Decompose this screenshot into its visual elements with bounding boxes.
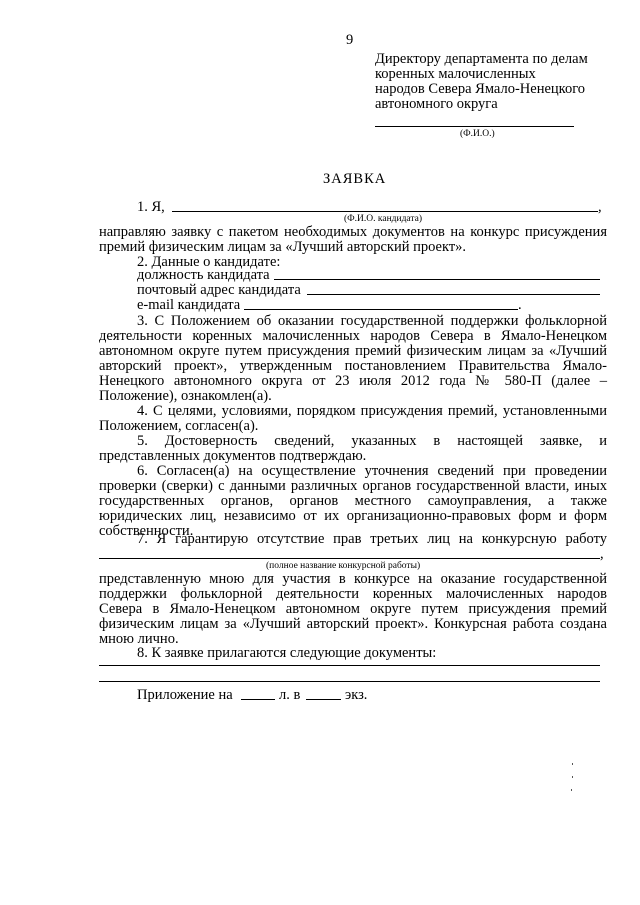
addressee-line-1: Директору департамента по делам	[375, 51, 588, 67]
p7-comma: ,	[600, 546, 604, 562]
p5-line-2: представленных документов подтверждаю.	[99, 448, 367, 464]
page-number: 9	[346, 32, 354, 48]
p7-line-4: Севера в Ямало-Ненецком автономном округе путем присуждения премий	[99, 601, 607, 617]
email-field[interactable]	[244, 309, 518, 310]
addressee-line-2: коренных малочисленных	[375, 66, 536, 82]
p1-lead: 1. Я,	[137, 199, 165, 215]
p8-text: 8. К заявке прилагаются следующие документы:	[137, 645, 437, 661]
document-title: ЗАЯВКА	[323, 171, 387, 187]
scan-speck	[571, 789, 572, 791]
position-field[interactable]	[274, 279, 600, 280]
p3-line-5: Ненецкого автономного округа от 23 июля 2012 года № 580-П (далее –	[99, 373, 607, 389]
p7-line-6: мною лично.	[99, 631, 179, 647]
p4-line-1: 4. С целями, условиями, порядком присуждения премий, установленными	[137, 403, 607, 419]
position-label: должность кандидата	[137, 267, 270, 283]
p7-line-5: физическим лицам за «Лучший авторский проект». Конкурсная работа создана	[99, 616, 607, 632]
attachment-sheets: л. в	[279, 687, 301, 703]
addressee-line-4: автономного округа	[375, 96, 498, 112]
p3-line-4: авторский проект», утвержденным постановлением Правительства Ямало-	[99, 358, 607, 374]
addressee-fio-line	[375, 126, 574, 127]
p6-line-2: проверки (сверки) с данными различных органов государственной власти, иных	[99, 478, 607, 494]
attachment-prefix: Приложение на	[137, 687, 233, 703]
p5-line-1: 5. Достоверность сведений, указанных в настоящей заявке, и	[137, 433, 607, 449]
p3-line-6: Положение), ознакомлен(а).	[99, 388, 272, 404]
postal-field[interactable]	[307, 294, 600, 295]
p3-line-2: деятельности коренных малочисленных народов Севера в Ямало-Ненецком	[99, 328, 607, 344]
p3-line-1: 3. С Положением об оказании государственной поддержки фольклорной	[137, 313, 607, 329]
p6-line-5: собственности.	[99, 523, 194, 539]
copies-count-field[interactable]	[306, 699, 341, 700]
p2-heading: 2. Данные о кандидате:	[137, 254, 281, 270]
p6-line-1: 6. Согласен(а) на осуществление уточнения сведений при проведении	[137, 463, 607, 479]
p1-line-1: направляю заявку с пакетом необходимых документов на конкурс присуждения	[99, 224, 607, 240]
documents-field-1[interactable]	[99, 665, 600, 666]
p7-line-1: 7. Я гарантирую отсутствие прав третьих лиц на конкурсную работу	[137, 531, 607, 547]
p6-line-3: государственных органов, органов местного самоуправления, а также	[99, 493, 607, 509]
scan-speck	[572, 776, 573, 778]
candidate-name-caption: (Ф.И.О. кандидата)	[344, 214, 423, 224]
p3-line-3: автономном округе путем присуждения премий физическим лицам за «Лучший	[99, 343, 607, 359]
candidate-name-field[interactable]	[172, 211, 598, 212]
work-title-field[interactable]	[99, 558, 600, 559]
documents-field-2[interactable]	[99, 681, 600, 682]
work-title-caption: (полное название конкурсной работы)	[266, 561, 421, 571]
addressee-fio-caption: (Ф.И.О.)	[460, 129, 495, 139]
p7-line-2: представленную мною для участия в конкурсе на оказание государственной	[99, 571, 607, 587]
p1-comma: ,	[598, 199, 602, 215]
p6-line-4: юридических лиц, независимо от их организационно-правовых форм и форм	[99, 508, 607, 524]
scan-speck	[572, 763, 573, 765]
addressee-line-3: народов Севера Ямало-Ненецкого	[375, 81, 586, 97]
p4-line-2: Положением, согласен(а).	[99, 418, 259, 434]
email-end: .	[518, 297, 522, 313]
sheets-count-field[interactable]	[241, 699, 275, 700]
p1-line-2: премий физическим лицам за «Лучший авторский проект».	[99, 239, 467, 255]
email-label: e-mail кандидата	[137, 297, 241, 313]
attachment-copies: экз.	[345, 687, 368, 703]
postal-label: почтовый адрес кандидата	[137, 282, 301, 298]
p7-line-3: поддержки фольклорной деятельности коренных малочисленных народов	[99, 586, 607, 602]
